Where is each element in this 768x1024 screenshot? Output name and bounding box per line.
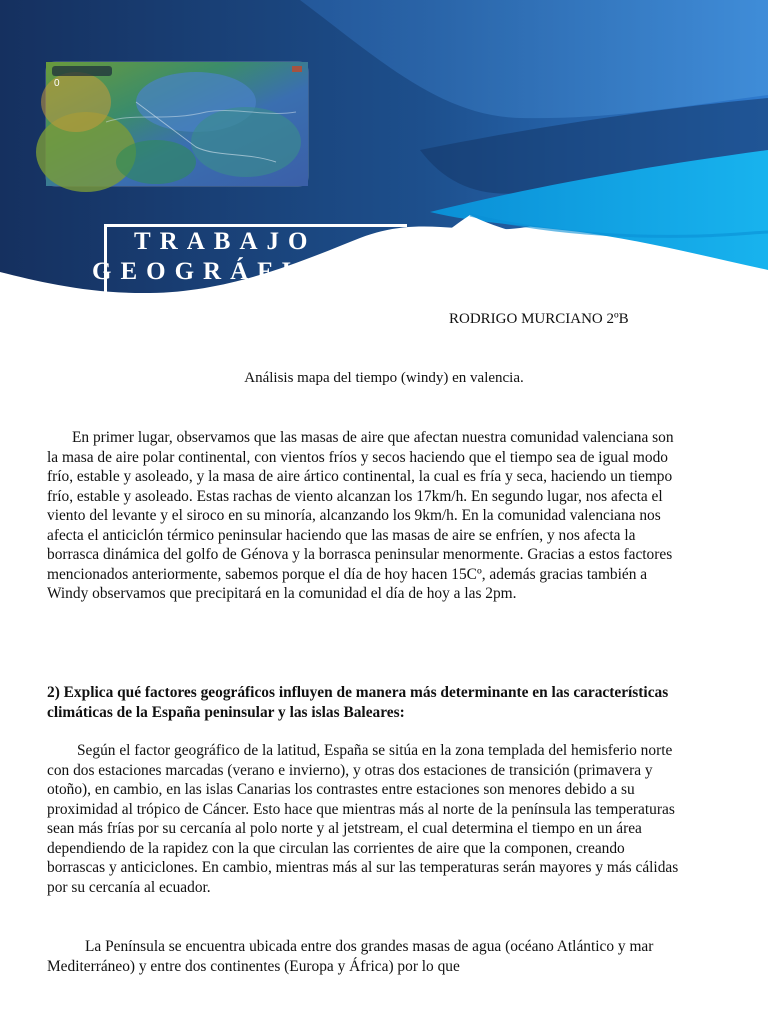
- paragraph-2: Según el factor geográfico de la latitud, España se sitúa en la zona templada del hemisferio norte con dos estaciones marcadas (verano e invierno), y otras dos estaciones de transición (primavera y otoño), en cambio, en las islas Canarias los contrastes entre estaciones son menores debido a su proximidad al trópico de Cáncer. Esto hace que mientras más al norte de la península las temperaturas sean más frías por su cercanía al polo norte y al jetstream, el cual determina el tiempo en un área dependiendo de la rapidez con la que circulan las corrientes de aire que la componen, creando borrascas y anticiclones. En cambio, mientras más al sur las temperaturas serán mayores y más cálidas por su cercanía al ecuador.: [47, 742, 679, 896]
- paragraph-3: La Península se encuentra ubicada entre dos grandes masas de agua (océano Atlántico y mar Mediterráneo) y entre dos continentes (Europa y África) por lo que: [47, 938, 654, 975]
- question-2-heading: 2) Explica qué factores geográficos influyen de manera más determinante en las características climáticas de la España peninsular y las islas Baleares:: [47, 684, 669, 721]
- section-subtitle: Análisis mapa del tiempo (windy) en valencia.: [244, 370, 524, 386]
- author-name: RODRIGO MURCIANO 2ºB: [449, 311, 629, 327]
- paragraph-1: En primer lugar, observamos que las masas de aire que afectan nuestra comunidad valenciana son la masa de aire polar continental, con vientos fríos y secos haciendo que el tiempo sea de igual modo frío, estable y asoleado, y la masa de aire ártico continental, la cual es fría y seca, haciendo un tiempo frío, estable y asoleado. Estas rachas de viento alcanzan los 17km/h. En segundo lugar, nos afecta el viento del levante y el siroco en su minoría, alcanzando los 9km/h. En la comunidad valenciana nos afecta el anticiclón térmico peninsular haciendo que las masas de aire se enfríen, y nos afecta la borrasca dinámica del golfo de Génova y la borrasca peninsular menormente. Gracias a estos factores mencionados anteriormente, sabemos porque el día de hoy hacen 15Cº, además gracias también a Windy observamos que precipitará en la comunidad el día de hoy a las 2pm.: [47, 429, 674, 602]
- windy-map-thumbnail: [46, 62, 308, 186]
- document-title-line-2: GEOGRÁFICO: [92, 258, 356, 285]
- document-title-line-1: TRABAJO: [134, 228, 317, 255]
- svg-text:0: 0: [54, 78, 60, 89]
